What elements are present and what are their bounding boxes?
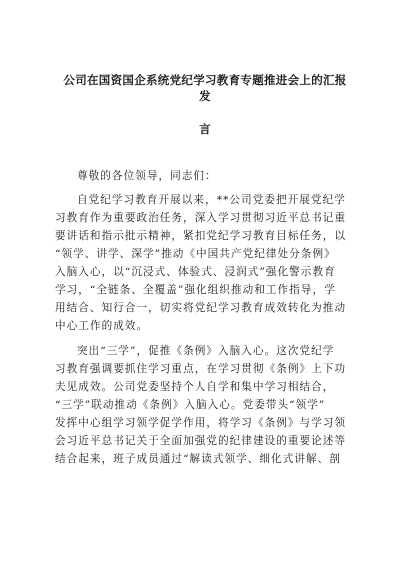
body-line: 自党纪学习教育开展以来，**公司党委把开展党纪学	[77, 194, 346, 206]
body-line: 尊敬的各位领导，同志们：	[77, 170, 217, 182]
body-line: 突出“三学”，促推《条例》入脑入心。这次党纪学	[77, 345, 335, 357]
body-line: 中心工作的成效。	[55, 320, 149, 332]
body-line: 用结合、知行合一，切实将党纪学习教育成效转化为推动	[55, 302, 347, 314]
document-title-line-2: 言	[199, 122, 211, 136]
body-line: 入脑入心，以“沉浸式、体验式、浸润式”强化警示教育	[55, 266, 336, 278]
body-line: 习教育强调要抓住学习重点，在学习贯彻《条例》上下功	[55, 363, 347, 375]
body-line: “三学”联动推动《条例》入脑入心。党委带头“领学”	[55, 399, 326, 411]
body-line: 习教育作为重要政治任务，深入学习贯彻习近平总书记重	[55, 212, 347, 224]
document-title-line-1: 公司在国资国企系统党纪学习教育专题推进会上的汇报发	[63, 73, 347, 103]
body-line: “领学、讲学、深学”推动《中国共产党纪律处分条例》	[55, 248, 336, 260]
body-line: 发挥中心组学习领学促学作用，将学习《条例》与学习领	[55, 417, 347, 429]
body-line: 学习，“全链条、全覆盖”强化组织推动和工作指导，学	[55, 284, 336, 296]
body-line: 结合起来，班子成员通过“解读式领学、细化式讲解、剖	[55, 453, 341, 465]
body-line: 要讲话和指示批示精神，紧扣党纪学习教育目标任务，以	[55, 230, 347, 242]
body-line: 夫见成效。公司党委坚持个人自学和集中学习相结合，	[55, 381, 335, 393]
body-line: 会习近平总书记关于全面加强党的纪律建设的重要论述等	[55, 435, 347, 447]
